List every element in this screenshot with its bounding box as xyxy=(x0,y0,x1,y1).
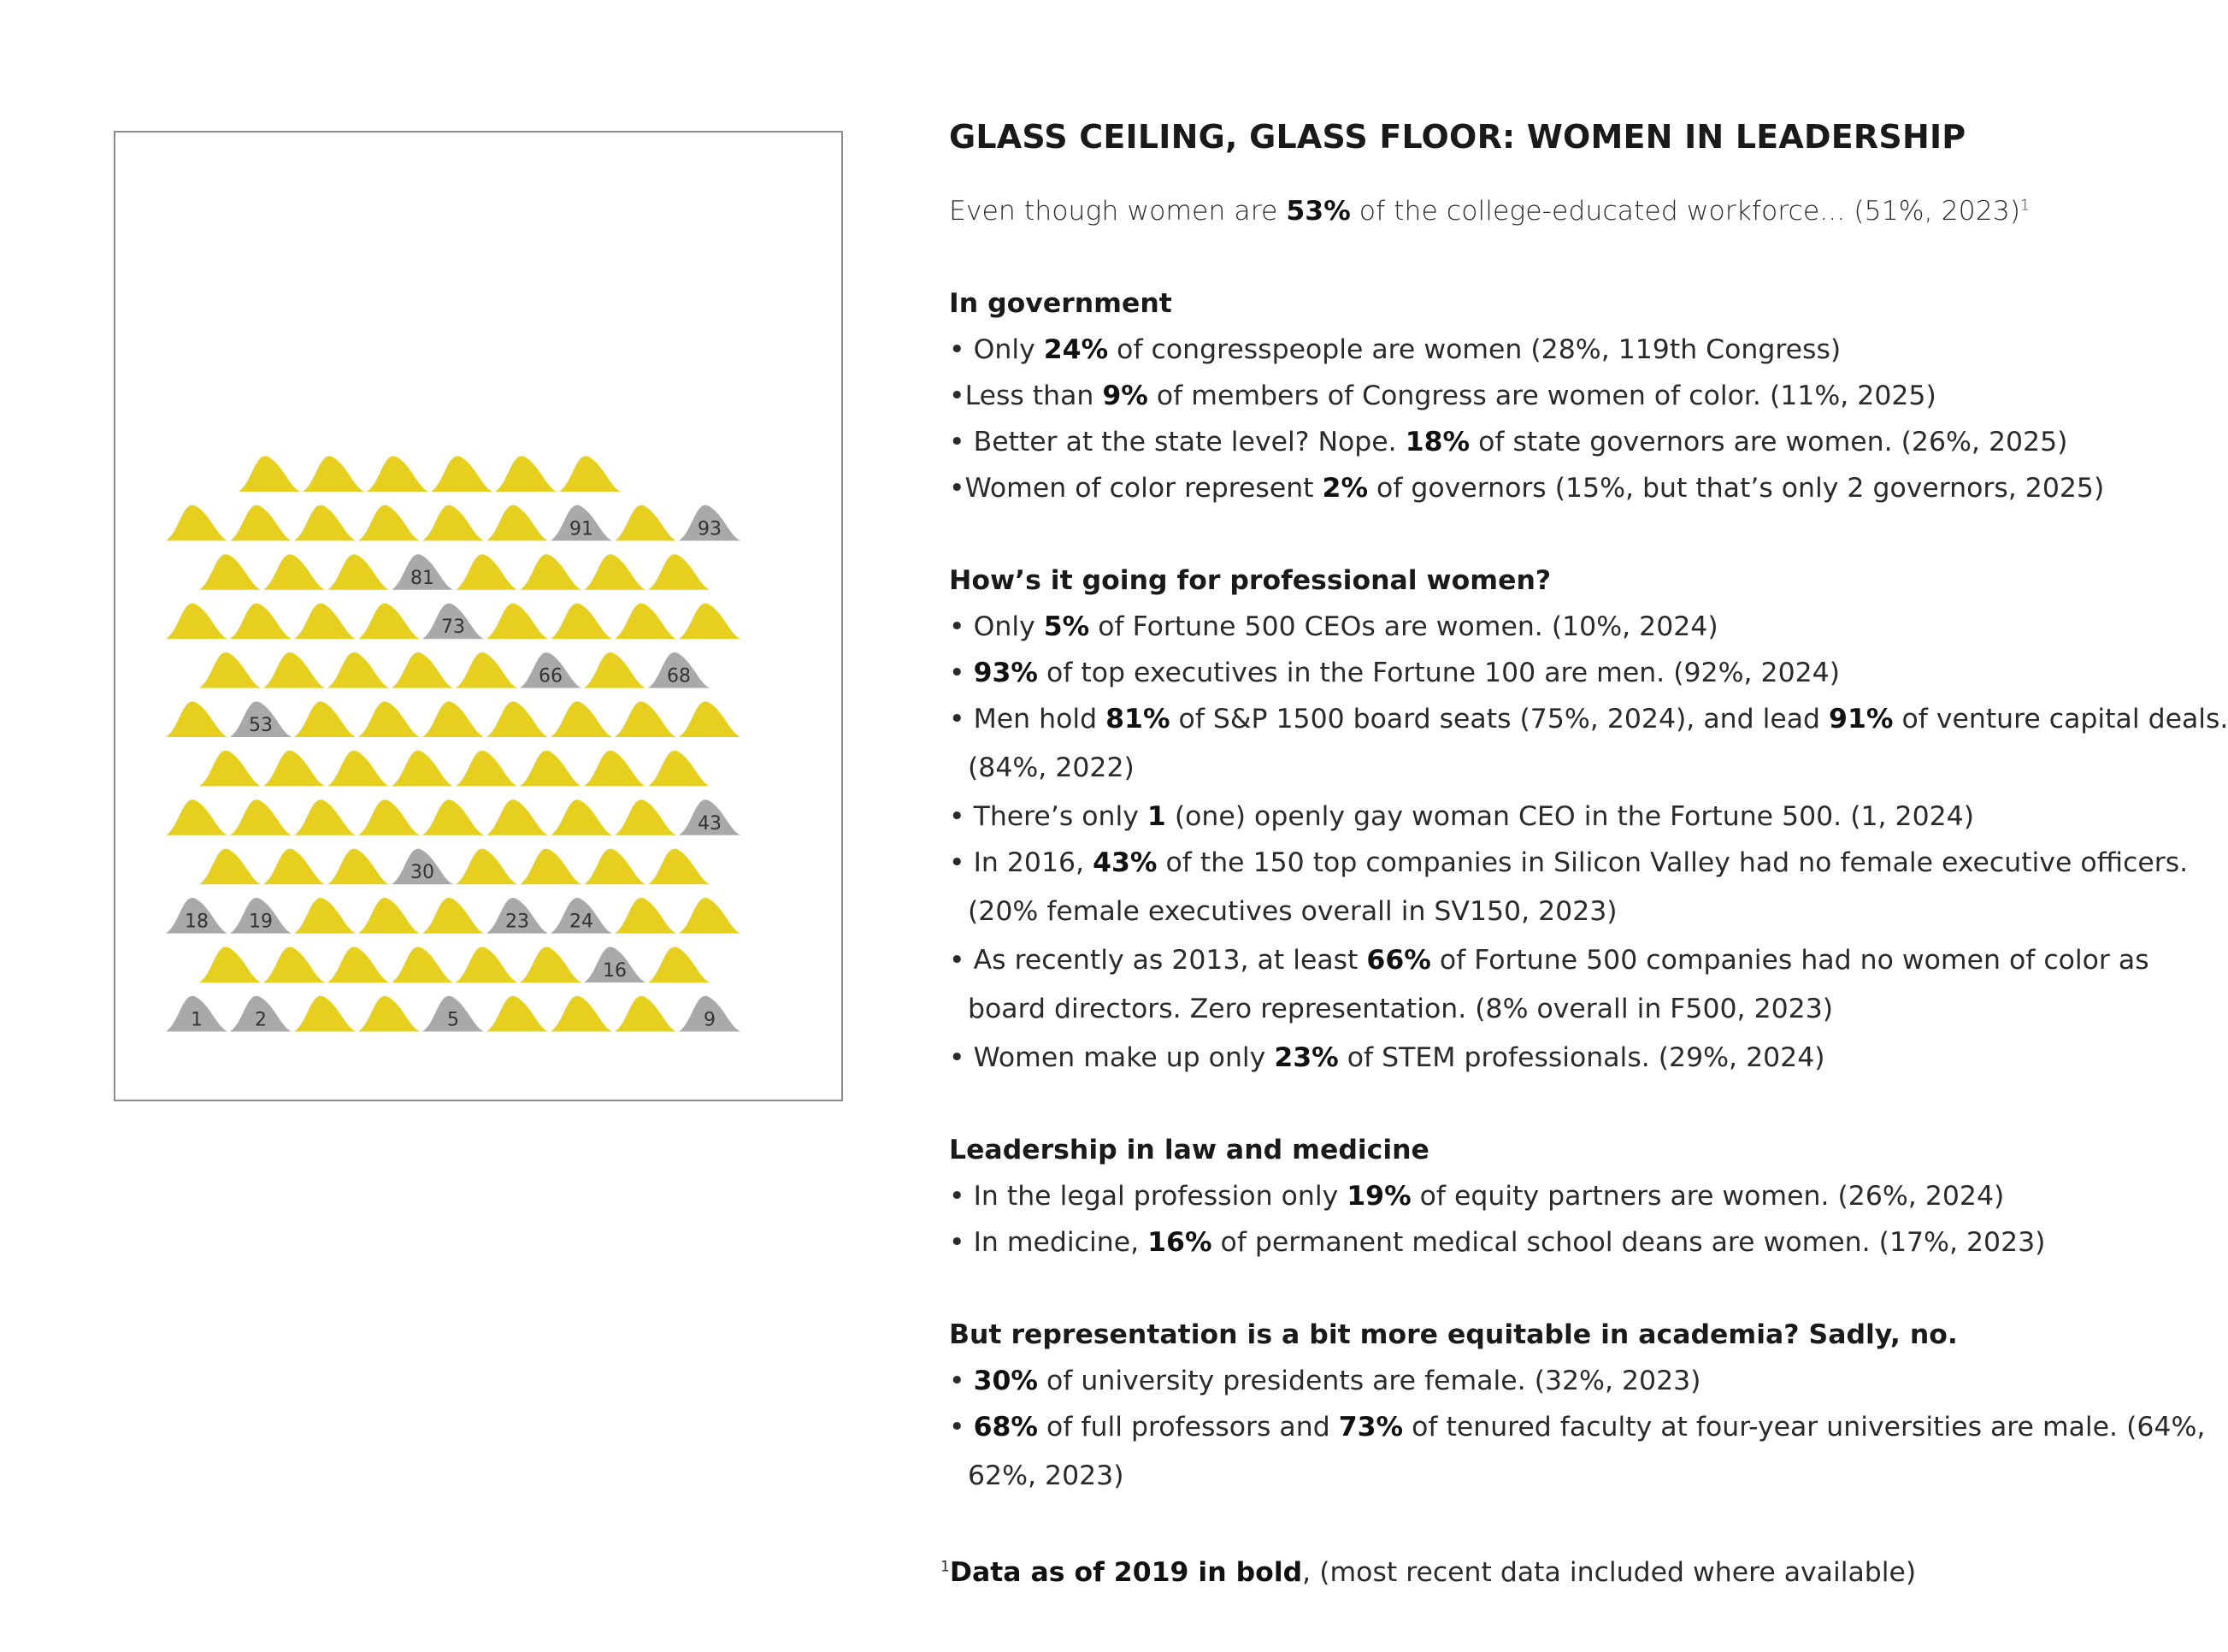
mound xyxy=(486,996,548,1032)
mound-label: 73 xyxy=(441,617,465,639)
mound xyxy=(456,849,517,885)
section-heading: Leadership in law and medicine xyxy=(949,1135,1429,1165)
mound xyxy=(422,701,484,737)
mound xyxy=(327,849,389,885)
bullet-item: • In 2016, 43% of the 150 top companies in Silicon Valley had no female executive officers. xyxy=(949,847,2189,878)
mound xyxy=(230,604,292,640)
mound xyxy=(166,701,227,737)
mound xyxy=(392,751,453,787)
mound xyxy=(431,456,492,492)
mound xyxy=(166,505,227,541)
footnote: $^1$Data as of 2019 in bold, (most recent data included where available) xyxy=(940,1557,1917,1588)
mound xyxy=(422,898,484,934)
mound xyxy=(551,604,612,640)
bullet-item: • 68% of full professors and 73% of tenured faculty at four-year universities are male. (64%, xyxy=(949,1412,2206,1443)
mound-label: 81 xyxy=(410,567,434,589)
mound xyxy=(456,751,517,787)
mound xyxy=(327,652,389,688)
mound xyxy=(358,898,420,934)
mound-label: 91 xyxy=(569,518,593,540)
section-government xyxy=(949,280,2120,511)
mound-label: 5 xyxy=(447,1009,459,1031)
mound xyxy=(358,799,420,835)
mound xyxy=(358,701,420,737)
mound xyxy=(584,849,645,885)
mound-label: 19 xyxy=(249,911,273,933)
mound xyxy=(679,604,740,640)
mound xyxy=(551,996,612,1032)
mound xyxy=(520,751,581,787)
mound xyxy=(358,996,420,1032)
mound xyxy=(551,799,612,835)
mound xyxy=(456,554,517,590)
mound xyxy=(239,456,300,492)
bullet-item: • Only 24% of congresspeople are women (28%, 119th Congress) xyxy=(949,334,1842,365)
footnote-ref: 1 xyxy=(2020,197,2030,215)
mound-label: 18 xyxy=(185,911,209,933)
mound-label: 30 xyxy=(410,862,434,884)
article-text xyxy=(940,118,2228,1623)
mound-label: 16 xyxy=(603,960,627,982)
mound xyxy=(520,947,581,982)
mound xyxy=(303,456,364,492)
bullet-item: • Better at the state level? Nope. 18% of state governors are women. (26%, 2025) xyxy=(949,427,2068,457)
mound xyxy=(263,554,325,590)
mound xyxy=(166,799,227,835)
mound xyxy=(648,554,710,590)
mound xyxy=(520,849,581,885)
mound xyxy=(358,505,420,541)
bullet-item: •Less than 9% of members of Congress are women of color. (11%, 2025) xyxy=(949,381,1936,411)
mound xyxy=(392,947,453,982)
mound xyxy=(327,947,389,982)
bullet-item: • There’s only 1 (one) openly gay woman CEO in the Fortune 500. (1, 2024) xyxy=(949,801,1975,832)
mound xyxy=(559,456,621,492)
mound xyxy=(615,799,676,835)
mound xyxy=(294,701,356,737)
mound-label: 66 xyxy=(539,665,563,687)
mound-label: 93 xyxy=(698,518,722,540)
mound xyxy=(679,898,740,934)
mound xyxy=(294,604,356,640)
section-academia xyxy=(949,1312,2206,1502)
bullet-continuation: 62%, 2023) xyxy=(968,1460,1124,1491)
mound-label: 1 xyxy=(191,1009,203,1031)
mound xyxy=(486,604,548,640)
bullet-item: • As recently as 2013, at least 66% of Fortune 500 companies had no women of color as xyxy=(949,945,2149,976)
mound xyxy=(263,849,325,885)
section-law-medicine xyxy=(949,1127,2120,1266)
mound xyxy=(327,751,389,787)
bullet-item: • 93% of top executives in the Fortune 100 are men. (92%, 2024) xyxy=(949,658,1840,688)
footnote-marker: 1 xyxy=(940,1558,950,1576)
mound xyxy=(199,554,261,590)
bullet-item: •Women of color represent 2% of governors (15%, but that’s only 2 governors, 2025) xyxy=(949,473,2105,504)
mound xyxy=(358,604,420,640)
section-heading: But representation is a bit more equitable in academia? Sadly, no. xyxy=(949,1319,1958,1350)
mound xyxy=(367,456,428,492)
mound-label: 24 xyxy=(569,911,593,933)
mound xyxy=(199,947,261,982)
infographic-frame xyxy=(114,131,843,1101)
bullet-continuation: (84%, 2022) xyxy=(968,752,1135,783)
mound xyxy=(584,554,645,590)
mound xyxy=(199,652,261,688)
section-professional xyxy=(949,558,2228,1081)
mound xyxy=(495,456,557,492)
mound-label: 43 xyxy=(698,812,722,835)
mound-label: 68 xyxy=(667,665,691,687)
bullet-item: • 30% of university presidents are female. (32%, 2023) xyxy=(949,1366,1701,1396)
bullet-item: • Only 5% of Fortune 500 CEOs are women. (10%, 2024) xyxy=(949,611,1718,642)
mound xyxy=(422,505,484,541)
bullet-continuation: (20% female executives overall in SV150, 2023) xyxy=(968,896,1618,927)
mound xyxy=(584,652,645,688)
bullet-item: • In the legal profession only 19% of equity partners are women. (26%, 2024) xyxy=(949,1181,2005,1212)
mound xyxy=(584,751,645,787)
mound xyxy=(520,554,581,590)
mound xyxy=(199,751,261,787)
section-heading: In government xyxy=(949,288,1172,319)
mound xyxy=(166,604,227,640)
mound xyxy=(327,554,389,590)
mound xyxy=(648,751,710,787)
mound-label: 9 xyxy=(704,1009,716,1031)
mound xyxy=(422,799,484,835)
mound xyxy=(230,505,292,541)
mound xyxy=(263,947,325,982)
mound xyxy=(679,701,740,737)
mound-grid-figure xyxy=(115,133,841,1100)
mound xyxy=(648,947,710,982)
mound xyxy=(615,505,676,541)
mound xyxy=(392,652,453,688)
mound xyxy=(648,849,710,885)
mound xyxy=(294,505,356,541)
bullet-item: • Women make up only 23% of STEM professionals. (29%, 2024) xyxy=(949,1042,1825,1073)
mound xyxy=(199,849,261,885)
mound xyxy=(615,604,676,640)
mound-label: 53 xyxy=(249,715,273,736)
mound xyxy=(294,799,356,835)
bullet-item: • Men hold 81% of S&P 1500 board seats (75%, 2024), and lead 91% of venture capital deals. xyxy=(949,704,2228,735)
mound xyxy=(551,701,612,737)
intro-line: Even though women are 53% of the college-educated workforce... (51%, 2023)$^1$ xyxy=(949,196,2030,227)
bullet-item: • In medicine, 16% of permanent medical school deans are women. (17%, 2023) xyxy=(949,1227,2046,1258)
mound xyxy=(294,996,356,1032)
mound-label: 23 xyxy=(505,911,529,933)
page-title: GLASS CEILING, GLASS FLOOR: WOMEN IN LEADERSHIP xyxy=(949,118,1966,156)
mound xyxy=(486,701,548,737)
mound xyxy=(294,898,356,934)
mound xyxy=(263,652,325,688)
bullet-continuation: board directors. Zero representation. (8% overall in F500, 2023) xyxy=(968,994,1834,1024)
mound xyxy=(615,701,676,737)
mound xyxy=(263,751,325,787)
mound xyxy=(486,799,548,835)
mound xyxy=(456,652,517,688)
section-heading: How’s it going for professional women? xyxy=(949,565,1552,596)
mound xyxy=(615,996,676,1032)
mound-label: 2 xyxy=(255,1009,267,1031)
mound xyxy=(230,799,292,835)
mound xyxy=(456,947,517,982)
mound xyxy=(486,505,548,541)
mound xyxy=(615,898,676,934)
